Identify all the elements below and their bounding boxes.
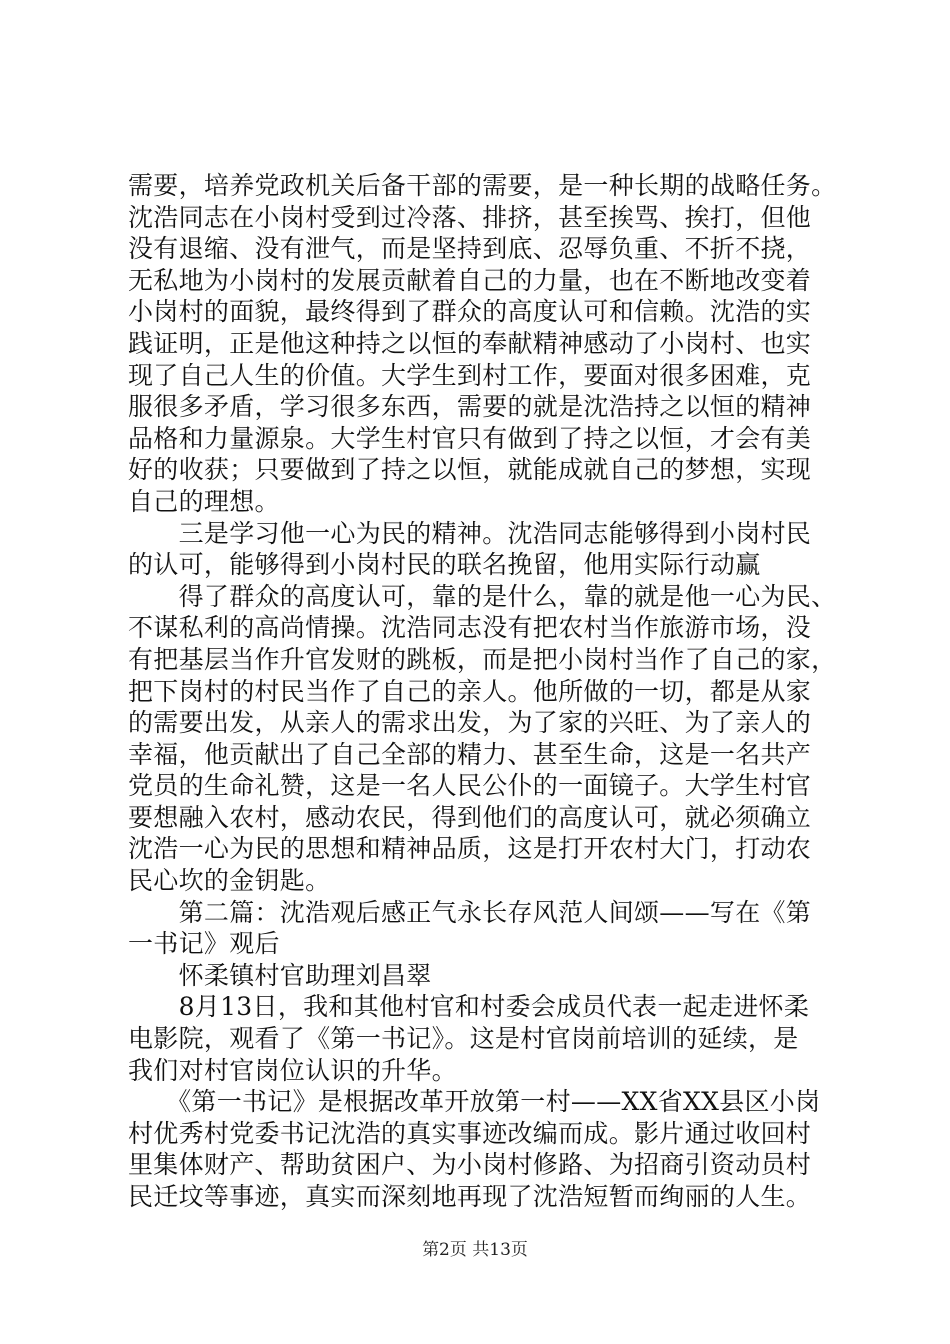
text-line: 里集体财产、帮助贫困户、为小岗村修路、为招商引资动员村 bbox=[128, 1150, 812, 1180]
text-line: 的认可，能够得到小岗村民的联名挽留，他用实际行动赢 bbox=[128, 550, 761, 580]
text-line: 村优秀村党委书记沈浩的真实事迹改编而成。影片通过收回村 bbox=[128, 1118, 812, 1148]
text-line: 民心坎的金钥匙。 bbox=[128, 866, 331, 896]
text-line: 沈浩同志在小岗村受到过冷落、排挤，甚至挨骂、挨打，但他 bbox=[128, 202, 812, 232]
text-line: 《第一书记》是根据改革开放第一村——XX省XX县区小岗 bbox=[128, 1087, 821, 1117]
text-line: 现了自己人生的价值。大学生到村工作，要面对很多困难，克 bbox=[128, 360, 812, 390]
text-line: 自己的理想。 bbox=[128, 486, 280, 516]
text-line: 沈浩一心为民的思想和精神品质，这是打开农村大门，打动农 bbox=[128, 834, 812, 864]
text-line: 怀柔镇村官助理刘昌翠 bbox=[128, 960, 432, 990]
text-line: 得了群众的高度认可，靠的是什么，靠的就是他一心为民、 bbox=[128, 581, 837, 611]
text-line: 第二篇：沈浩观后感正气永长存风范人间颂——写在《第 bbox=[128, 897, 812, 927]
text-line: 好的收获；只要做到了持之以恒，就能成就自己的梦想，实现 bbox=[128, 455, 812, 485]
text-line: 党员的生命礼赞，这是一名人民公仆的一面镜子。大学生村官 bbox=[128, 771, 812, 801]
text-line: 践证明，正是他这种持之以恒的奉献精神感动了小岗村、也实 bbox=[128, 328, 812, 358]
text-line: 要想融入农村，感动农民，得到他们的高度认可，就必须确立 bbox=[128, 802, 812, 832]
text-line: 一书记》观后 bbox=[128, 929, 280, 959]
text-line: 有把基层当作升官发财的跳板，而是把小岗村当作了自己的家， bbox=[128, 644, 837, 674]
text-line: 无私地为小岗村的发展贡献着自己的力量，也在不断地改变着 bbox=[128, 265, 812, 295]
text-line: 电影院，观看了《第一书记》。这是村官岗前培训的延续，是 bbox=[128, 1024, 799, 1054]
text-line: 的需要出发，从亲人的需求出发，为了家的兴旺、为了亲人的 bbox=[128, 708, 812, 738]
text-line: 需要，培养党政机关后备干部的需要，是一种长期的战略任务。 bbox=[128, 171, 837, 200]
text-line: 民迁坟等事迹，真实而深刻地再现了沈浩短暂而绚丽的人生。 bbox=[128, 1182, 812, 1211]
text-line: 幸福，他贡献出了自己全部的精力、甚至生命，这是一名共产 bbox=[128, 739, 812, 769]
text-line: 三是学习他一心为民的精神。沈浩同志能够得到小岗村民 bbox=[128, 518, 812, 548]
page-number-footer: 第2页 共13页 bbox=[422, 1240, 528, 1260]
text-line: 小岗村的面貌，最终得到了群众的高度认可和信赖。沈浩的实 bbox=[128, 297, 812, 327]
text-line: 品格和力量源泉。大学生村官只有做到了持之以恒，才会有美 bbox=[128, 423, 812, 453]
text-line: 没有退缩、没有泄气，而是坚持到底、忍辱负重、不折不挠， bbox=[128, 234, 812, 264]
text-line: 8月13日，我和其他村官和村委会成员代表一起走进怀柔 bbox=[128, 992, 810, 1022]
text-line: 我们对村官岗位认识的升华。 bbox=[128, 1055, 457, 1085]
text-line: 服很多矛盾，学习很多东西，需要的就是沈浩持之以恒的精神 bbox=[128, 392, 812, 422]
document-body bbox=[128, 170, 848, 1213]
text-line: 不谋私利的高尚情操。沈浩同志没有把农村当作旅游市场，没 bbox=[128, 613, 812, 643]
text-line: 把下岗村的村民当作了自己的亲人。他所做的一切，都是从家 bbox=[128, 676, 812, 706]
